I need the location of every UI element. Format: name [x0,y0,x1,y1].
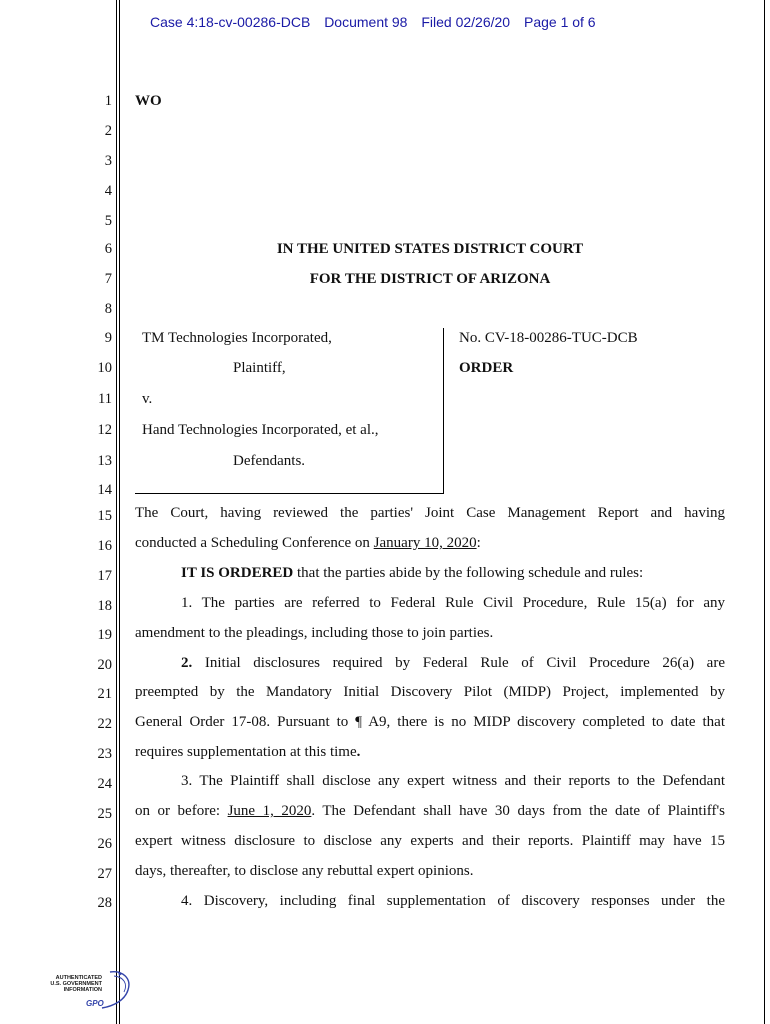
wo-marker: WO [135,93,162,109]
item2-line1 [181,655,725,671]
margin-rule-left-outer [116,0,117,1024]
line-number: 18 [97,598,112,614]
line-number: 3 [104,153,112,169]
plaintiff-label: Plaintiff, [233,360,286,376]
line-number: 14 [97,482,112,498]
line-number: 23 [97,746,112,762]
defendant-label: Defendants. [233,453,306,469]
ordered-text: that the parties abide by the following schedule and rules: [293,565,644,581]
seal-gpo: GPO [86,999,104,1008]
case-number: No. CV-18-00286-TUC-DCB [459,330,638,346]
header-filed-date: Filed 02/26/20 [421,14,511,30]
line-number: 20 [97,657,112,673]
line-number: 1 [104,93,112,109]
document-title: ORDER [459,360,514,376]
ordered-line [181,565,643,581]
conference-date: January 10, 2020 [373,535,477,551]
margin-rule-right [764,0,765,1024]
line-number: 22 [97,716,112,732]
item3-line3: expert witness disclosure to disclose any experts and their reports. Plaintiff may have 15 [135,833,725,849]
item1-line1: 1. The parties are referred to Federal Rule Civil Procedure, Rule 15(a) for any [181,595,725,611]
line-number: 13 [97,453,112,469]
line-number: 24 [97,776,112,792]
it-is-ordered: IT IS ORDERED [181,565,294,581]
item2-number: 2. [181,655,193,671]
paragraph-intro-line1: The Court, having reviewed the parties' Joint Case Management Report and having [135,505,725,521]
margin-rule-left-inner [119,0,120,1024]
item1-line2: amendment to the pleadings, including those to join parties. [135,625,494,641]
header-case-number: Case 4:18-cv-00286-DCB [150,14,311,30]
header-page: Page 1 of 6 [523,14,596,30]
intro-colon: : [476,535,481,551]
item2-line4-text: requires supplementation at this time [135,744,357,760]
defendant-name: Hand Technologies Incorporated, et al., [142,422,379,438]
item3-line4: days, thereafter, to disclose any rebuttal expert opinions. [135,863,474,879]
line-number: 28 [97,895,112,911]
expert-deadline-date: June 1, 2020 [227,803,312,819]
item2-line3: General Order 17-08. Pursuant to ¶ A9, there is no MIDP discovery completed to date that [135,714,725,730]
line-number: 4 [104,183,112,199]
filing-header [150,14,606,30]
line-number: 27 [97,866,112,882]
line-number: 19 [97,627,112,643]
line-number: 16 [97,538,112,554]
item2-line4 [135,744,360,760]
plaintiff-name: TM Technologies Incorporated, [142,330,332,346]
line-number: 6 [104,241,112,257]
item3-line2-rest: . The Defendant shall have 30 days from the date of Plaintiff's [311,803,725,819]
header-document: Document 98 [324,14,408,30]
line-number: 7 [104,271,112,287]
line-number: 25 [97,806,112,822]
line-number: 15 [97,508,112,524]
line-number: 2 [104,123,112,139]
line-number: 11 [98,391,112,407]
item3-line1: 3. The Plaintiff shall disclose any expert witness and their reports to the Defendant [181,773,725,789]
item3-line2 [135,803,725,819]
item4-line1: 4. Discovery, including final supplementation of discovery responses under the [181,893,725,909]
line-number: 10 [97,360,112,376]
versus: v. [142,391,153,407]
line-number: 5 [104,213,112,229]
seal-line3: INFORMATION [63,987,102,994]
court-title-line2: FOR THE DISTRICT OF ARIZONA [309,271,551,287]
caption-divider-horizontal [135,493,444,494]
intro-text: conducted a Scheduling Conference on [135,535,374,551]
line-number: 21 [97,686,112,702]
paragraph-intro-line2 [135,535,481,551]
line-number: 26 [97,836,112,852]
item3-line2-text: on or before: [135,803,228,819]
seal-line2: U.S. GOVERNMENT [50,981,102,988]
line-number: 17 [97,568,112,584]
seal-text [42,975,102,994]
line-number: 12 [97,422,112,438]
caption-divider-vertical [443,328,444,493]
line-number: 9 [104,330,112,346]
line-number: 8 [104,301,112,317]
item2-line2: preempted by the Mandatory Initial Discovery Pilot (MIDP) Project, implemented by [135,684,725,700]
seal-line1: AUTHENTICATED [55,975,102,981]
item2-period: . [356,744,361,760]
court-title-line1: IN THE UNITED STATES DISTRICT COURT [276,241,584,257]
item2-text: Initial disclosures required by Federal Rule of Civil Procedure 26(a) are [192,655,725,671]
